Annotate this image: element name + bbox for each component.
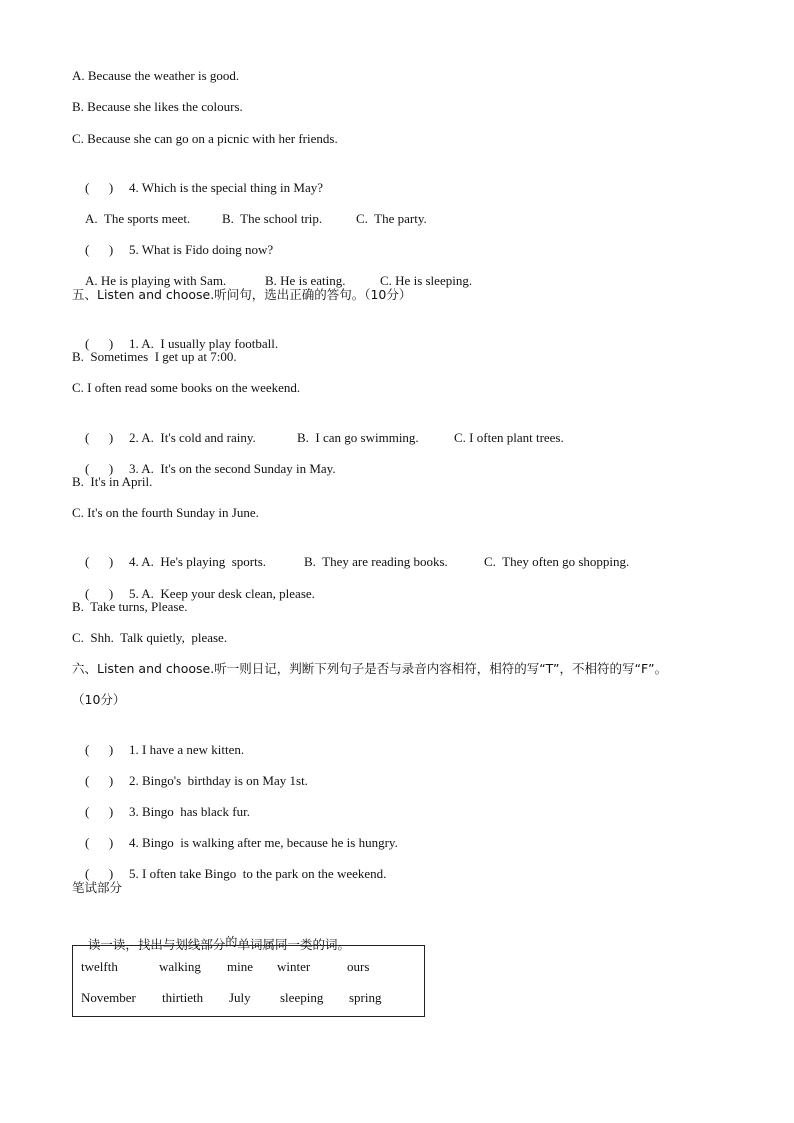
instruction-small-char: 的	[225, 935, 238, 949]
option-line: C. It's on the fourth Sunday in June.	[72, 505, 259, 520]
word: walking	[159, 959, 201, 974]
word: winter	[277, 959, 311, 974]
statement-text: 2. Bingo's birthday is on May 1st.	[129, 773, 308, 788]
answer-blank[interactable]: ( )	[85, 554, 114, 569]
instruction-text: 读一读，找出与划线部分	[87, 937, 226, 952]
answer-blank[interactable]: ( )	[85, 804, 114, 819]
option-c: C. I often plant trees.	[454, 430, 564, 445]
word: July	[229, 990, 251, 1005]
answer-blank[interactable]: ( )	[85, 773, 114, 788]
option-b: B. The school trip.	[222, 211, 323, 226]
answer-blank[interactable]: ( )	[85, 430, 114, 445]
option-line: B. Because she likes the colours.	[72, 99, 243, 114]
question-text: 5. A. Keep your desk clean, please.	[129, 586, 315, 601]
section-5-title: 五、Listen and choose.听问句，选出正确的答句。（10分）	[72, 287, 412, 302]
option-line: B. Sometimes I get up at 7:00.	[72, 349, 237, 364]
answer-blank[interactable]: ( )	[85, 461, 114, 476]
option-c: C. They often go shopping.	[484, 554, 630, 569]
word: November	[81, 990, 136, 1005]
question-text: 1. A. I usually play football.	[129, 336, 279, 351]
option-b: B. They are reading books.	[304, 554, 448, 569]
answer-blank[interactable]: ( )	[85, 242, 114, 257]
option-b: B. He is eating.	[265, 273, 346, 288]
word-box	[72, 945, 425, 1017]
option-b: B. I can go swimming.	[297, 430, 419, 445]
word: mine	[227, 959, 253, 974]
written-part-heading: 笔试部分	[72, 880, 123, 895]
answer-blank[interactable]: ( )	[85, 336, 114, 351]
word: sleeping	[280, 990, 324, 1005]
option-a: A. He is playing with Sam.	[85, 273, 227, 288]
word: thirtieth	[162, 990, 204, 1005]
section-6-title: 六、Listen and choose.听一则日记，判断下列句子是否与录音内容相符，相符的写“T”，不相符的写“F”。	[72, 661, 668, 676]
question-text: 5. What is Fido doing now?	[129, 242, 274, 257]
option-line: C. I often read some books on the weekend.	[72, 380, 301, 395]
answer-blank[interactable]: ( )	[85, 586, 114, 601]
answer-blank[interactable]: ( )	[85, 180, 114, 195]
statement-text: 5. I often take Bingo to the park on the weekend.	[129, 866, 387, 881]
option-a: 2. A. It's cold and rainy.	[129, 430, 256, 445]
option-line: B. It's in April.	[72, 474, 153, 489]
option-line: A. Because the weather is good.	[72, 68, 240, 83]
word: twelfth	[81, 959, 118, 974]
answer-blank[interactable]: ( )	[85, 866, 114, 881]
option-line: C. Because she can go on a picnic with her friends.	[72, 131, 338, 146]
option-a: A. The sports meet.	[85, 211, 191, 226]
statement-text: 4. Bingo is walking after me, because he is hungry.	[129, 835, 398, 850]
word: ours	[347, 959, 370, 974]
option-c: C. He is sleeping.	[380, 273, 473, 288]
statement-text: 3. Bingo has black fur.	[129, 804, 250, 819]
option-c: C. The party.	[356, 211, 427, 226]
word: spring	[349, 990, 382, 1005]
question-text: 3. A. It's on the second Sunday in May.	[129, 461, 336, 476]
question-text: 4. Which is the special thing in May?	[129, 180, 323, 195]
option-a: 4. A. He's playing sports.	[129, 554, 267, 569]
statement-text: 1. I have a new kitten.	[129, 742, 245, 757]
instruction-text: 单词属同一类的词。	[237, 937, 350, 952]
option-line: B. Take turns, Please.	[72, 599, 188, 614]
answer-blank[interactable]: ( )	[85, 835, 114, 850]
section-6-score: （10分）	[72, 692, 126, 707]
option-line: C. Shh. Talk quietly, please.	[72, 630, 228, 645]
answer-blank[interactable]: ( )	[85, 742, 114, 757]
